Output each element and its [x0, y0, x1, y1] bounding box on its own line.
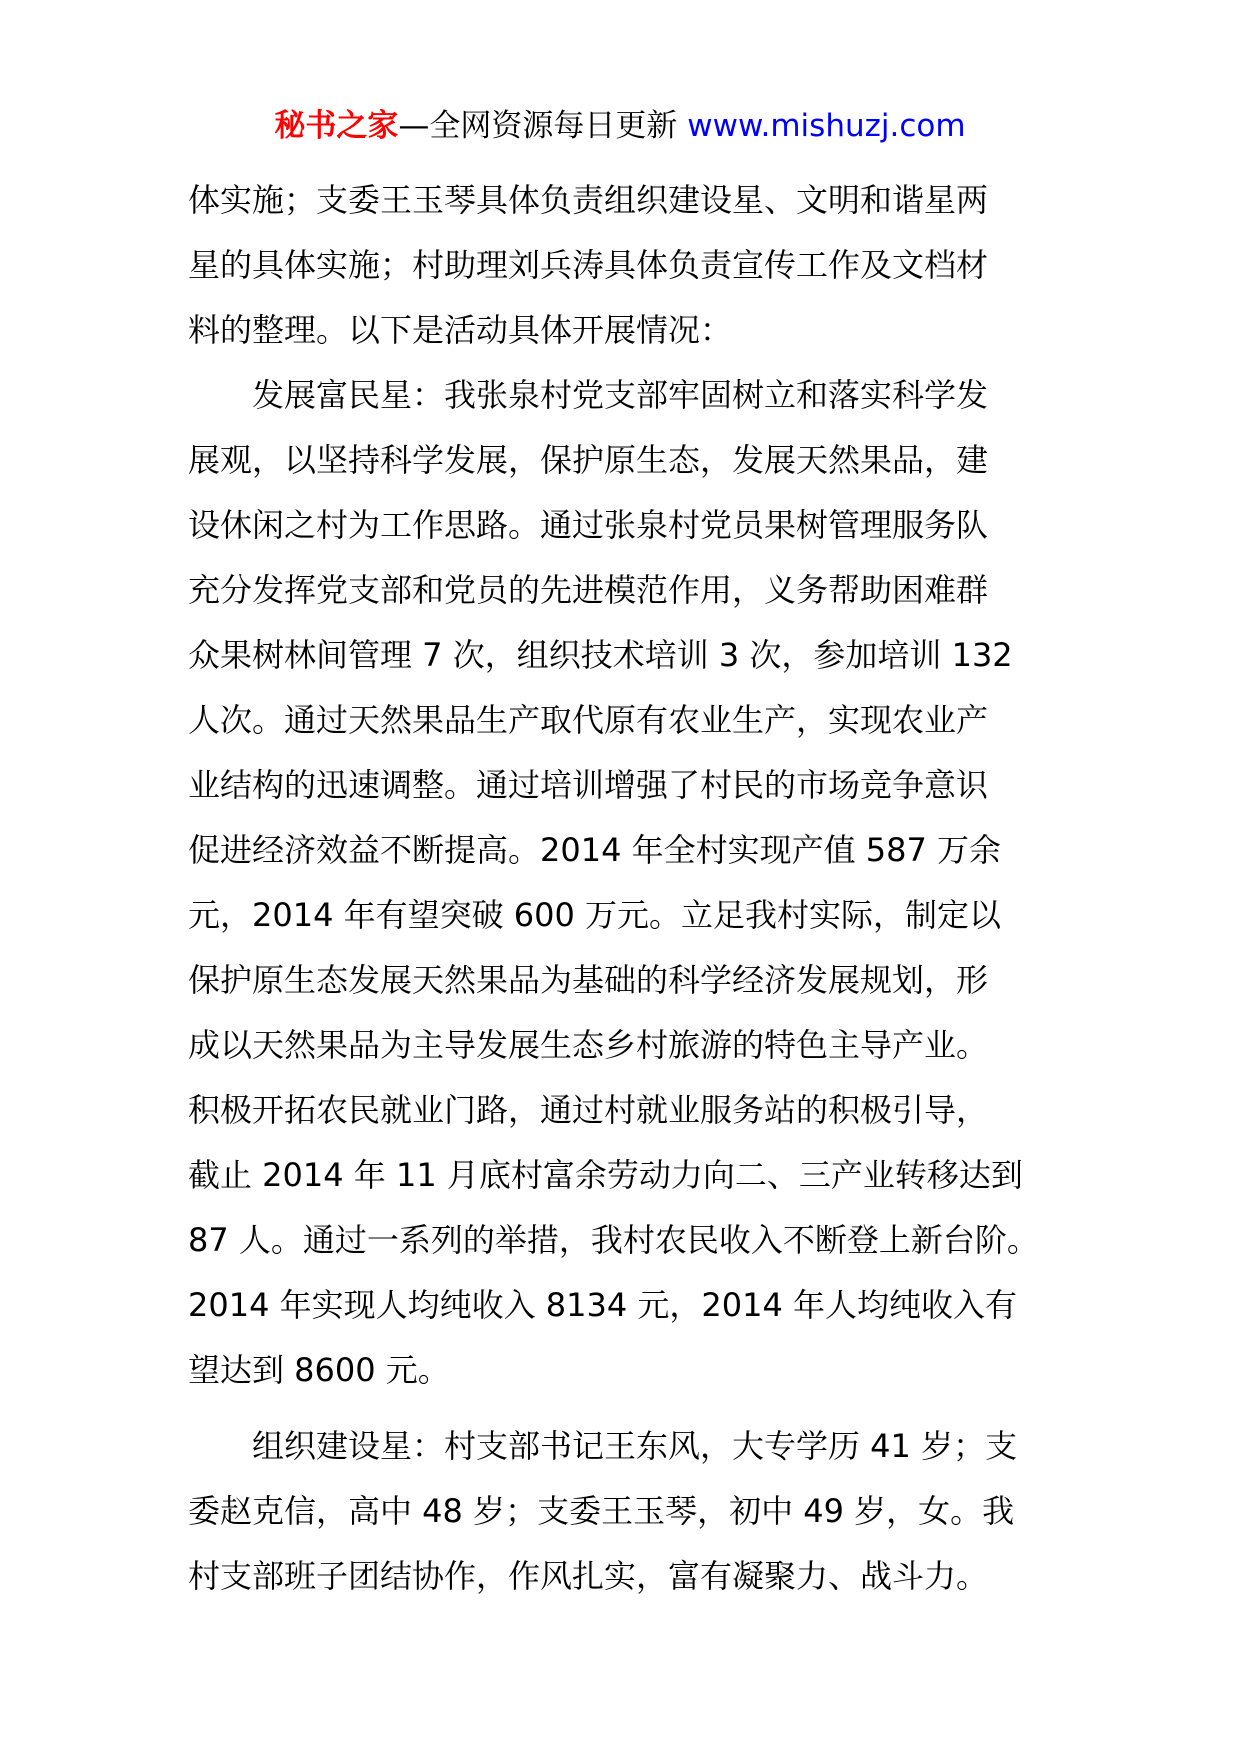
text-line: 保护原生态发展天然果品为基础的科学经济发展规划，形	[188, 961, 989, 999]
text-line: 人次。通过天然果品生产取代原有农业生产，实现农业产	[188, 701, 989, 739]
text-line: 村支部班子团结协作，作风扎实，富有凝聚力、战斗力。	[188, 1557, 989, 1595]
text-line: 促进经济效益不断提高。2014 年全村实现产值 587 万余	[188, 831, 1002, 869]
text-line: 料的整理。以下是活动具体开展情况：	[188, 311, 733, 349]
text-line: 委赵克信，高中 48 岁；支委王玉琴，初中 49 岁，女。我	[188, 1492, 1015, 1530]
website-link[interactable]: www.mishuzj.com	[687, 108, 966, 144]
text-line: 展观，以坚持科学发展，保护原生态，发展天然果品，建	[188, 441, 989, 479]
text-line: 截止 2014 年 11 月底村富余劳动力向二、三产业转移达到	[188, 1156, 1023, 1194]
text-line: 众果树林间管理 7 次，组织技术培训 3 次，参加培训 132	[188, 636, 1013, 674]
header-slogan: 全网资源每日更新	[429, 108, 688, 144]
page-header	[0, 104, 1240, 148]
text-line: 积极开拓农民就业门路，通过村就业服务站的积极引导，	[188, 1091, 989, 1129]
text-line: 设休闲之村为工作思路。通过张泉村党员果树管理服务队	[188, 506, 989, 544]
text-line: 2014 年实现人均纯收入 8134 元，2014 年人均纯收入有	[188, 1286, 1018, 1324]
text-line: 望达到 8600 元。	[188, 1351, 450, 1389]
text-line: 星的具体实施；村助理刘兵涛具体负责宣传工作及文档材	[188, 246, 989, 284]
document-body	[188, 168, 1056, 1609]
paragraph-first-line: 组织建设星：村支部书记王东风，大专学历 41 岁；支	[252, 1427, 1018, 1465]
text-line: 业结构的迅速调整。通过培训增强了村民的市场竞争意识	[188, 766, 989, 804]
text-line: 元，2014 年有望突破 600 万元。立足我村实际，制定以	[188, 896, 1002, 934]
text-line: 充分发挥党支部和党员的先进模范作用，义务帮助困难群	[188, 571, 989, 609]
text-line: 成以天然果品为主导发展生态乡村旅游的特色主导产业。	[188, 1026, 989, 1064]
header-dash: —	[398, 108, 430, 144]
brand-name: 秘书之家	[274, 108, 399, 144]
paragraph-first-line: 发展富民星：我张泉村党支部牢固树立和落实科学发	[252, 376, 989, 414]
text-line: 体实施；支委王玉琴具体负责组织建设星、文明和谐星两	[188, 181, 989, 219]
text-line: 87 人。通过一系列的举措，我村农民收入不断登上新台阶。	[188, 1221, 1039, 1259]
